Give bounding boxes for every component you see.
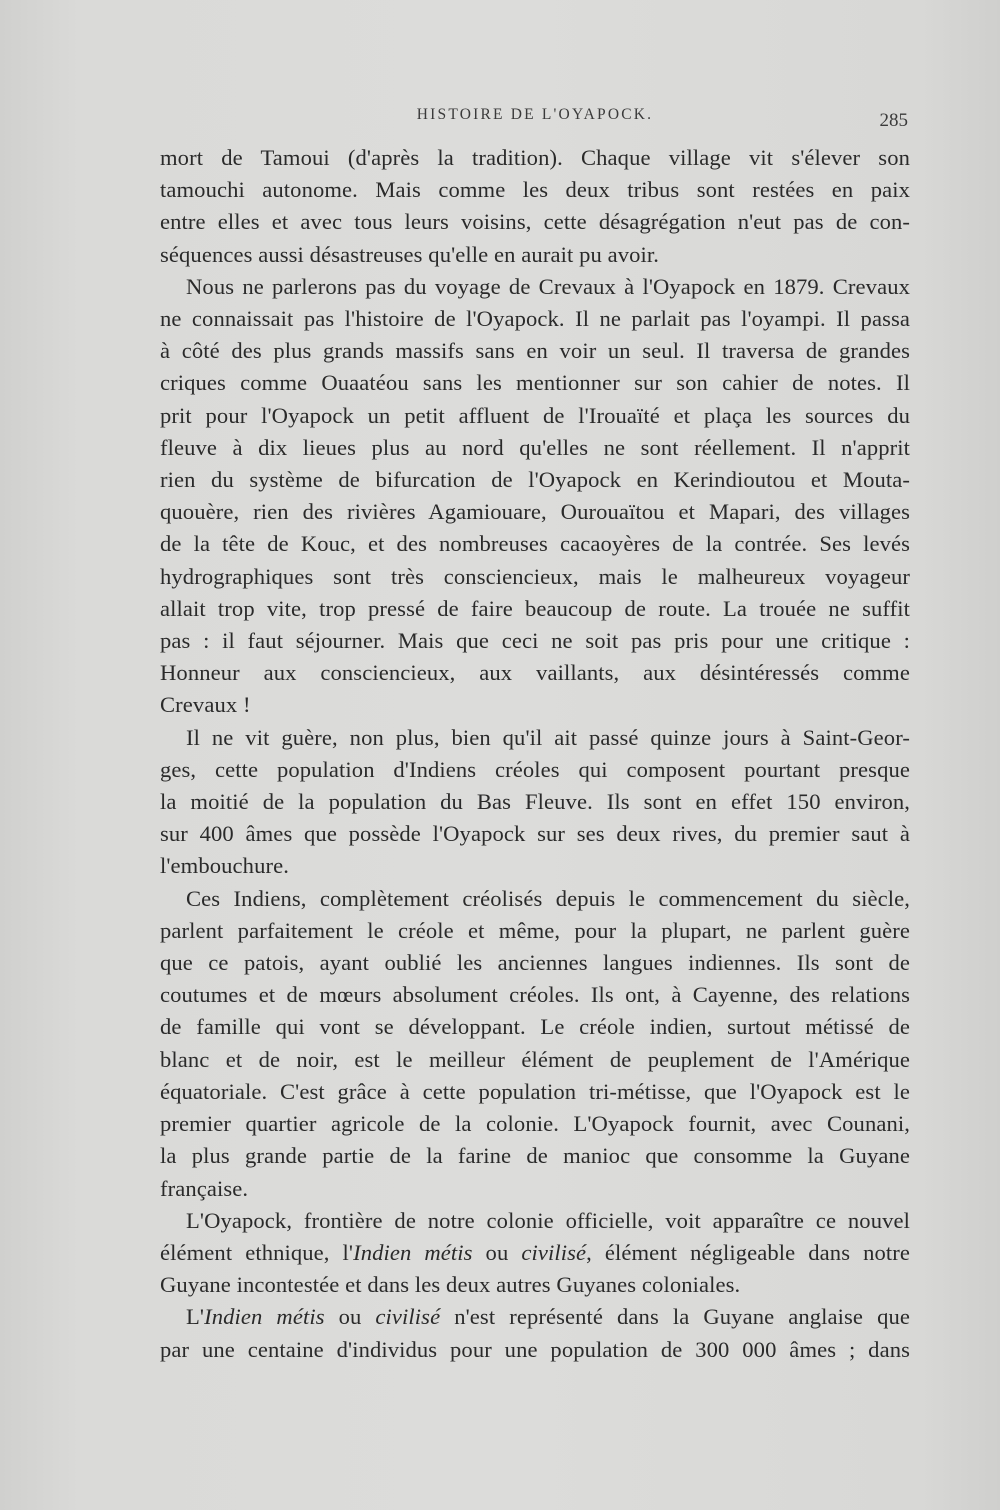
text-line: élément ethnique, l'Indien métis ou civilisé, élément négligeable dans notre (160, 1239, 910, 1265)
text-line: fleuve à dix lieues plus au nord qu'elles ne sont réellement. Il n'apprit (160, 434, 910, 460)
text-line: équatoriale. C'est grâce à cette population tri-métisse, que l'Oyapock est le (160, 1078, 910, 1104)
text-line: ges, cette population d'Indiens créoles qui composent pourtant presque (160, 756, 910, 782)
text-line: Guyane incontestée et dans les deux autres Guyanes coloniales. (160, 1272, 741, 1298)
paragraph-5 (160, 1205, 910, 1302)
text-line: hydrographiques sont très consciencieux, mais le malheureux voyageur (160, 563, 910, 589)
paragraph-3 (160, 722, 910, 883)
italic-term: civilisé (521, 1239, 587, 1265)
italic-term: Indien métis (353, 1239, 473, 1265)
text-line: à côté des plus grands massifs sans en voir un seul. Il traversa de grandes (160, 338, 910, 364)
text-line: blanc et de noir, est le meilleur élément de peuplement de l'Amérique (160, 1046, 910, 1072)
text-line: quouère, rien des rivières Agamiouare, Ourouaïtou et Mapari, des villages (160, 499, 910, 525)
text-line: ne connaissait pas l'histoire de l'Oyapock. Il ne parlait pas l'oyampi. Il passa (160, 306, 910, 332)
italic-term: Indien métis (204, 1304, 325, 1330)
page-number: 285 (879, 110, 908, 131)
text-line: l'embouchure. (160, 853, 289, 879)
text-line: parlent parfaitement le créole et même, pour la plupart, ne parlent guère (160, 917, 910, 943)
text-line: de la tête de Kouc, et des nombreuses cacaoyères de la contrée. Ses levés (160, 531, 910, 557)
text-line: allait trop vite, trop pressé de faire beaucoup de route. La trouée ne suffit (160, 595, 910, 621)
text-line: prit pour l'Oyapock un petit affluent de l'Irouaïté et plaça les sources du (160, 402, 910, 428)
text-line: L'Indien métis ou civilisé n'est représenté dans la Guyane anglaise que (186, 1304, 910, 1330)
text-line: française. (160, 1175, 249, 1201)
text-line: que ce patois, ayant oublié les anciennes langues indiennes. Ils sont de (160, 950, 910, 976)
text-line: premier quartier agricole de la colonie. L'Oyapock fournit, avec Counani, (160, 1111, 910, 1137)
text-line: entre elles et avec tous leurs voisins, cette désagrégation n'eut pas de con- (160, 209, 910, 235)
text-line: criques comme Ouaatéou sans les mentionner sur son cahier de notes. Il (160, 370, 910, 396)
text-line: Il ne vit guère, non plus, bien qu'il ait passé quinze jours à Saint-Geor- (186, 724, 910, 750)
text-line: séquences aussi désastreuses qu'elle en aurait pu avoir. (160, 241, 660, 267)
running-head (160, 100, 910, 136)
text-line: la moitié de la population du Bas Fleuve. Ils sont en effet 150 environ, (160, 789, 910, 815)
text-line: de famille qui vont se développant. Le créole indien, surtout métissé de (160, 1014, 910, 1040)
text-line: coutumes et de mœurs absolument créoles. Ils ont, à Cayenne, des relations (160, 982, 910, 1008)
paragraph-6 (160, 1301, 910, 1365)
running-title: HISTOIRE DE L'OYAPOCK. (416, 106, 654, 123)
italic-term: civilisé (375, 1304, 441, 1330)
text-line: Nous ne parlerons pas du voyage de Crevaux à l'Oyapock en 1879. Crevaux (186, 273, 910, 299)
paragraph-1 (160, 142, 910, 271)
text-line: Honneur aux consciencieux, aux vaillants, aux désintéressés comme (160, 660, 910, 686)
text-line: rien du système de bifurcation de l'Oyapock en Kerindioutou et Mouta- (160, 467, 910, 493)
text-line: pas : il faut séjourner. Mais que ceci ne soit pas pris pour une critique : (160, 628, 910, 654)
text-line: L'Oyapock, frontière de notre colonie officielle, voit apparaître ce nouvel (186, 1207, 910, 1233)
text-line: Ces Indiens, complètement créolisés depuis le commencement du siècle, (186, 885, 910, 911)
text-line: la plus grande partie de la farine de manioc que consomme la Guyane (160, 1143, 910, 1169)
text-line: par une centaine d'individus pour une population de 300 000 âmes ; dans (160, 1336, 910, 1362)
text-line: Crevaux ! (160, 692, 251, 718)
body-text (160, 142, 910, 1366)
paragraph-2 (160, 271, 910, 722)
text-line: mort de Tamoui (d'après la tradition). Chaque village vit s'élever son (160, 145, 910, 170)
text-line: sur 400 âmes que possède l'Oyapock sur ses deux rives, du premier saut à (160, 821, 910, 847)
paragraph-4 (160, 883, 910, 1205)
text-line: tamouchi autonome. Mais comme les deux tribus sont restées en paix (160, 177, 910, 203)
